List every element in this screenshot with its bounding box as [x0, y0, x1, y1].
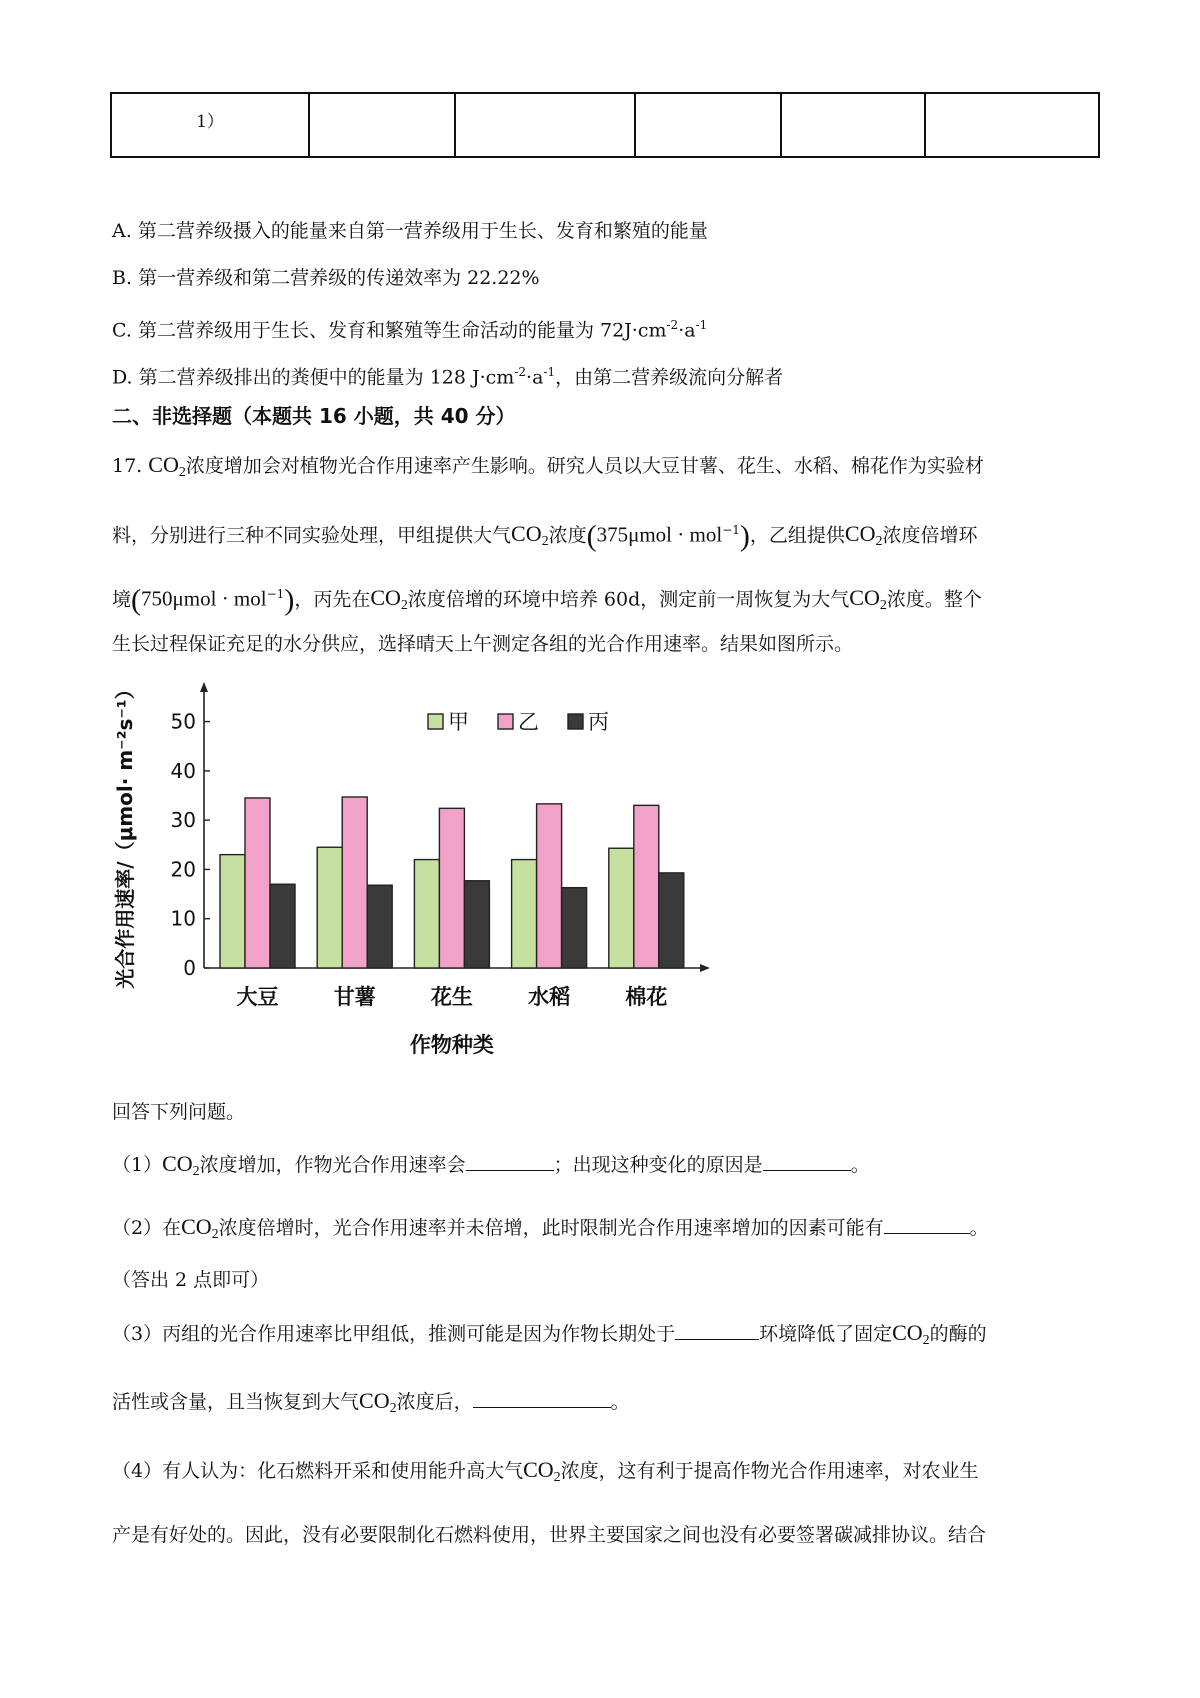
answer-prompt: 回答下列问题。 [112, 1101, 246, 1123]
legend-label: 丙 [588, 710, 609, 734]
q17-part-2: （2）在$CO_2$浓度倍增时，光合作用速率并未倍增，此时限制光合作用速率增加的因素可能有 。 [112, 1214, 989, 1242]
section-title: 二、非选择题（本题共 16 小题，共 40 分） [112, 404, 516, 428]
y-axis-title: 光合作用速率/（μmol· m⁻²s⁻¹） [113, 679, 137, 989]
table-cell [635, 93, 781, 157]
option-c: C. 第二营养级用于生长、发育和繁殖等生命活动的能量为 $72J\cdot cm^{-2}\cdot a^{-1}$ [112, 318, 708, 342]
bar-乙 [439, 808, 464, 968]
table-cell [455, 93, 635, 157]
answer-blank[interactable] [466, 1152, 554, 1171]
option-b: B. 第一营养级和第二营养级的传递效率为 22.22% [112, 267, 540, 289]
co2-formula: $CO_2$ [844, 521, 883, 550]
q17-part-3-line-2: 活性或含量，且当恢复到大气$CO_2$浓度后， 。 [112, 1388, 630, 1416]
co2-formula: $CO_2$ [359, 1388, 397, 1416]
bar-chart [110, 672, 730, 1072]
q17-part-2-note: （答出 2 点即可） [112, 1269, 270, 1291]
q17-part-3: （3）丙组的光合作用速率比甲组低，推测可能是因为作物长期处于 环境降低了固定$CO_2$的酶的 [112, 1320, 987, 1348]
bar-甲 [414, 860, 439, 968]
answer-blank[interactable] [763, 1152, 851, 1171]
legend-swatch-丙 [568, 714, 583, 729]
q17-line-1: 17. $CO_2$浓度增加会对植物光合作用速率产生影响。研究人员以大豆甘薯、花生、水稻、棉花作为实验材 [112, 452, 984, 480]
y-tick-label: 30 [170, 808, 196, 833]
x-tick-label: 甘薯 [333, 985, 376, 1009]
table-cell [925, 93, 1099, 157]
x-axis-arrow [700, 964, 710, 972]
co2-formula: $CO_2$ [148, 452, 186, 480]
legend-swatch-乙 [498, 714, 513, 729]
q17-line-3: 境(750μmol · mol$^{-1}$)，丙先在$CO_2$浓度倍增的环境中培养 60d，测定前一周恢复为大气$CO_2$浓度。整个 [112, 583, 982, 617]
bar-丙 [659, 873, 684, 968]
y-tick-label: 10 [170, 906, 196, 931]
x-tick-label: 大豆 [236, 985, 279, 1009]
answer-blank[interactable] [473, 1389, 611, 1408]
legend-label: 乙 [518, 710, 539, 734]
option-a: A. 第二营养级摄入的能量来自第一营养级用于生长、发育和繁殖的能量 [112, 220, 708, 242]
answer-blank[interactable] [675, 1321, 759, 1340]
co2-formula: $CO_2$ [370, 585, 408, 614]
co2-formula: $CO_2$ [511, 521, 549, 550]
data-table [110, 92, 1100, 158]
option-d: D. 第二营养级排出的粪便中的能量为 128 $J\cdot cm^{-2}\cdot a^{-1}$，由第二营养级流向分解者 [112, 365, 784, 389]
table-cell: 1） [111, 93, 309, 157]
co2-formula: $CO_2$ [523, 1457, 561, 1485]
legend-label: 甲 [448, 710, 469, 734]
bar-甲 [512, 860, 537, 968]
legend-swatch-甲 [428, 714, 443, 729]
y-tick-label: 50 [170, 709, 196, 734]
q17-line-4: 生长过程保证充足的水分供应，选择晴天上午测定各组的光合作用速率。结果如图所示。 [112, 633, 854, 655]
table-cell [309, 93, 455, 157]
q17-part-1: $(1)CO_2$浓度增加，作物光合作用速率会 ；出现这种变化的原因是 。 [112, 1151, 870, 1179]
bar-丙 [270, 884, 295, 968]
x-tick-label: 花生 [430, 985, 473, 1009]
q17-part-4: （4）有人认为：化石燃料开采和使用能升高大气$CO_2$浓度，这有利于提高作物光合作用速率，对农业生 [112, 1457, 979, 1485]
co2-formula: $CO_2$ [181, 1214, 219, 1242]
y-axis-arrow [200, 682, 208, 692]
x-tick-label: 棉花 [625, 985, 668, 1009]
table-cell [781, 93, 925, 157]
table-row [111, 93, 1099, 157]
y-tick-label: 40 [170, 758, 196, 783]
bar-甲 [317, 847, 342, 968]
bar-丙 [464, 881, 489, 968]
bar-乙 [342, 797, 367, 968]
co2-formula: $CO_2$ [162, 1151, 200, 1179]
bar-甲 [609, 848, 634, 968]
answer-blank[interactable] [884, 1215, 970, 1234]
bar-丙 [367, 885, 392, 968]
x-tick-label: 水稻 [528, 985, 571, 1009]
bar-乙 [245, 798, 270, 968]
q17-part-4-line-2: 产是有好处的。因此，没有必要限制化石燃料使用，世界主要国家之间也没有必要签署碳减排协议。结合 [112, 1524, 987, 1546]
bar-乙 [634, 805, 659, 968]
co2-formula: $CO_2$ [892, 1320, 930, 1348]
bar-甲 [220, 855, 245, 968]
q17-line-2: 料，分别进行三种不同实验处理，甲组提供大气$CO_2$浓度(375μmol · mol$^{-1}$)，乙组提供$CO_2$浓度倍增环 [112, 519, 978, 553]
y-tick-label: 20 [170, 857, 196, 882]
co2-formula: $CO_2$ [849, 585, 887, 614]
bar-丙 [562, 888, 587, 968]
bar-乙 [537, 804, 562, 968]
x-axis-title: 作物种类 [409, 1033, 494, 1057]
y-tick-label: 0 [183, 956, 196, 980]
